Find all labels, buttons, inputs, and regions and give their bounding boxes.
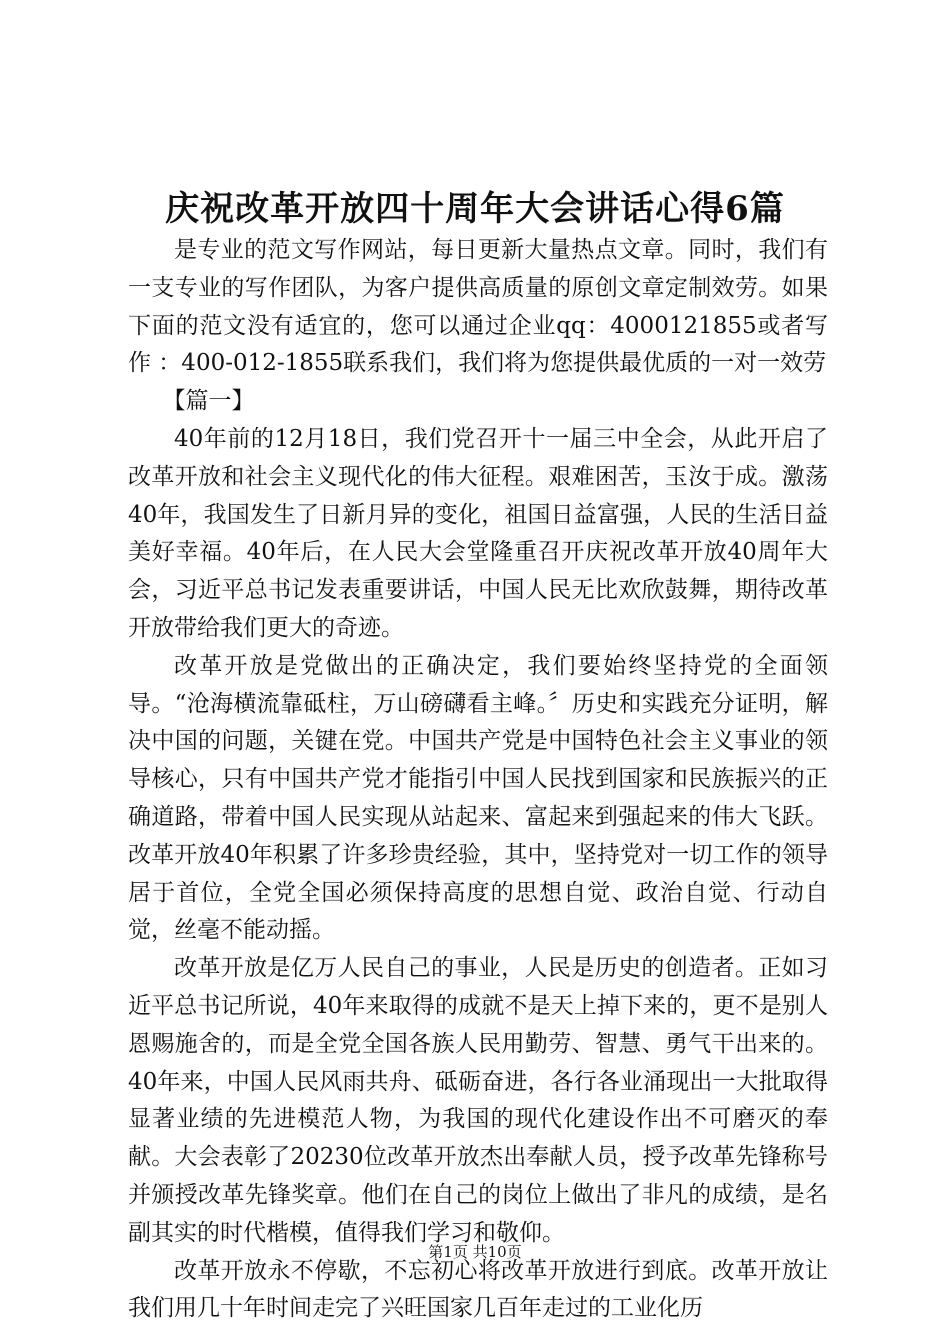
section-heading: 【篇一】 xyxy=(162,388,255,415)
document-title: 庆祝改革开放四十周年大会讲话心得6篇 xyxy=(165,189,785,229)
intro-paragraph: 是专业的范文写作网站，每日更新大量热点文章。同时，我们有一支专业的写作团队，为客户提供高质量的原创文章定制效劳。如果下面的范文没有适宜的，您可以通过企业qq：4000121855或者写作 ：400-012-1855联系我们，我们将为您提供最优质的一对一效劳 xyxy=(128,237,828,377)
body-paragraph-3: 改革开放是亿万人民自己的事业，人民是历史的创造者。正如习近平总书记所说，40年来取得的成就不是天上掉下来的，更不是别人恩赐施舍的，而是全党全国各族人民用勤劳、智慧、勇气干出来的。40年来，中国人民风雨共舟、砥砺奋进，各行各业涌现出一大批取得显著业绩的先进模范人物，为我国的现代化建设作出不可磨灭的奉献。大会表彰了20230位改革开放杰出奉献人员，授予改革先锋称号并颁授改革先锋奖章。他们在自己的岗位上做出了非凡的成绩，是名副其实的时代楷模，值得我们学习和敬仰。 xyxy=(128,955,828,1246)
document-body xyxy=(128,232,828,1328)
body-paragraph-1: 40年前的12月18日，我们党召开十一届三中全会，从此开启了改革开放和社会主义现代化的伟大征程。艰难困苦，玉汝于成。激荡40年，我国发生了日新月异的变化，祖国日益富强，人民的生活日益美好幸福。40年后，在人民大会堂隆重召开庆祝改革开放40周年大会，习近平总书记发表重要讲话，中国人民无比欢欣鼓舞，期待改革开放带给我们更大的奇迹。 xyxy=(128,425,828,641)
body-paragraph-4: 改革开放永不停歇，不忘初心将改革开放进行到底。改革开放让我们用几十年时间走完了兴旺国家几百年走过的工业化历 xyxy=(128,1257,828,1322)
page-footer: 第1页 共10页 xyxy=(428,1243,522,1261)
body-paragraph-2: 改革开放是党做出的正确决定，我们要始终坚持党的全面领导。“沧海横流靠砥柱，万山磅礴看主峰。〞历史和实践充分证明，解决中国的问题，关键在党。中国共产党是中国特色社会主义事业的领导核心，只有中国共产党才能指引中国人民找到国家和民族振兴的正确道路，带着中国人民实现从站起来、富起来到强起来的伟大飞跃。改革开放40年积累了许多珍贵经验，其中，坚持党对一切工作的领导居于首位，全党全国必须保持高度的思想自觉、政治自觉、行动自觉，丝毫不能动摇。 xyxy=(128,652,828,944)
